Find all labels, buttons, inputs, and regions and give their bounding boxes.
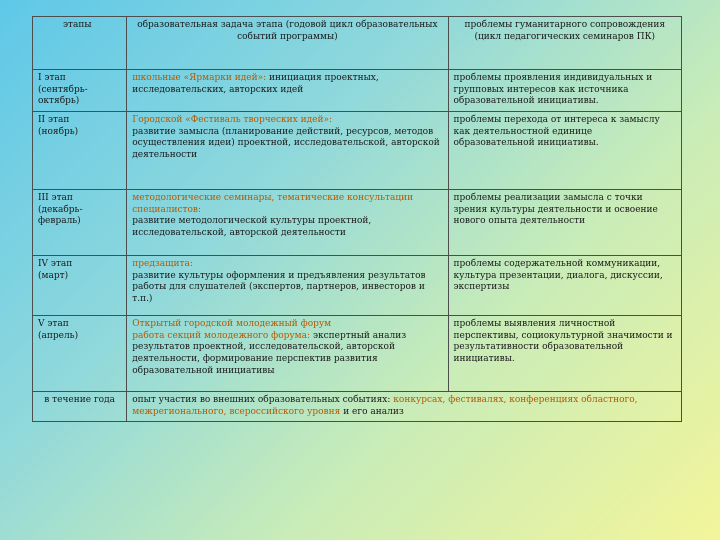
task-cell (127, 112, 448, 190)
table-row (33, 190, 682, 256)
footer-label: в течение года (44, 395, 115, 406)
task-title: школьные «Ярмарки идей»: (132, 73, 267, 83)
table-row (33, 112, 682, 190)
problem-cell (448, 112, 681, 190)
task-cell (127, 256, 448, 316)
task-text: инициация проектных, исследовательских, авторских идей (132, 73, 379, 95)
task-title: предзащита: (132, 259, 193, 270)
stage-label: III этап (38, 193, 73, 204)
header-stages: этапы (33, 17, 127, 70)
stage-cell (33, 316, 127, 392)
footer-label-cell (33, 392, 127, 422)
problem-cell (448, 256, 681, 316)
problem-text: проблемы реализации замысла с точки зрения культуры деятельности и освоение нового опыта деятельности (453, 193, 658, 227)
problem-text: проблемы перехода от интереса к замыслу как деятельностной единице образовательной инициативы. (453, 115, 660, 149)
footer-row (33, 392, 682, 422)
stage-period: (ноябрь) (38, 126, 79, 137)
stage-cell (33, 70, 127, 112)
footer-text-cell (127, 392, 682, 422)
stage-period: (апрель) (38, 330, 79, 341)
task-text: развитие культуры оформления и предъявления результатов работы для слушателей (экспертов, партнеров, инвесторов и т.п.) (132, 270, 426, 305)
table-row (33, 316, 682, 392)
stage-label: IV этап (38, 259, 73, 270)
table-row (33, 70, 682, 112)
task-title: методологические семинары, тематические консультации специалистов: (132, 193, 414, 215)
header-task: образовательная задача этапа (годовой цикл образовательных событий программы) (127, 17, 448, 70)
footer-text-before: опыт участия во внешних образовательных событиях: (132, 395, 391, 406)
task-cell (127, 190, 448, 256)
stage-cell (33, 112, 127, 190)
footer-highlight: конкурсах, фестивалях, конференциях областного, межрегионального, всероссийского уровня (132, 395, 638, 417)
stage-cell (33, 256, 127, 316)
task-text: результатов проектной, исследовательской, авторской деятельности, формирование перспектив развития образовательной инициативы (132, 342, 395, 376)
problem-cell (448, 190, 681, 256)
stage-cell (33, 190, 127, 256)
task-title-secondary: работа секций молодежного форума: (132, 330, 311, 341)
task-text: развитие методологической культуры проектной, исследовательской, авторской деятельности (132, 216, 372, 239)
table-row (33, 256, 682, 316)
stage-period: (сентябрь- октябрь) (38, 84, 88, 107)
stage-label: II этап (38, 115, 70, 126)
header-problems: проблемы гуманитарного сопровождения (цикл педагогических семинаров ПК) (448, 17, 681, 70)
stage-period: (март) (38, 270, 69, 281)
task-inline: экспертный анализ (312, 330, 407, 341)
task-title: Городской «Фестиваль творческих идей»: (132, 115, 333, 126)
problem-text: проблемы выявления личностной перспективы, социокультурной значимости и результативности образовательной инициативы. (453, 319, 673, 365)
problem-cell (448, 70, 681, 112)
stage-label: I этап (38, 73, 66, 83)
problem-cell (448, 316, 681, 392)
task-cell (127, 70, 448, 112)
task-text: развитие замысла (планирование действий, ресурсов, методов осуществления идеи) проектной, исследовательской, авторской деятельности (132, 126, 440, 161)
task-cell (127, 316, 448, 392)
task-title: Открытый городской молодежный форум (132, 319, 332, 330)
stages-table (32, 16, 682, 422)
problem-text: проблемы проявления индивидуальных и групповых интересов как источника образовательной инициативы. (453, 73, 653, 107)
footer-text-after: и его анализ (343, 406, 404, 417)
stage-label: V этап (38, 319, 69, 330)
problem-text: проблемы содержательной коммуникации, культура презентации, диалога, дискуссии, экспертизы (453, 259, 663, 293)
stage-period: (декабрь- февраль) (38, 204, 83, 227)
table-header-row (33, 17, 682, 70)
